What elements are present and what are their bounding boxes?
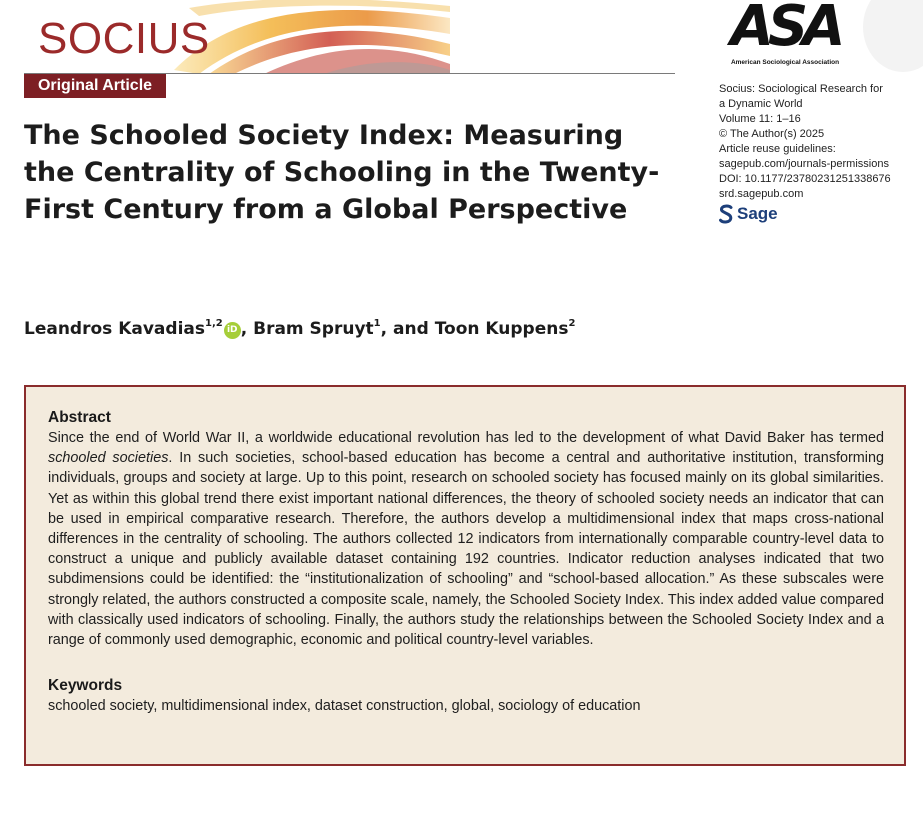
article-title: The Schooled Society Index: Measuring the Centrality of Schooling in the Twenty-First Century from a Global Perspective [24, 120, 660, 225]
author-name[interactable]: Leandros Kavadias [24, 319, 205, 339]
doi-link[interactable]: DOI: 10.1177/23780231251338676 [719, 173, 891, 185]
article-type-label: Original Article [24, 74, 166, 98]
author-separator: , [240, 319, 254, 339]
author-separator: , and [380, 319, 435, 339]
permissions-link[interactable]: sagepub.com/journals-permissions [719, 158, 889, 170]
sage-logo[interactable] [719, 202, 778, 226]
publication-info [719, 82, 909, 202]
author-affiliation: 1 [373, 318, 381, 329]
abstract-text-part: Since the end of World War II, a worldwide educational revolution has led to the development of what David Baker has termed [48, 430, 884, 446]
corner-shadow [863, 0, 923, 72]
journal-site-link[interactable]: srd.sagepub.com [719, 188, 804, 200]
author-name[interactable]: Bram Spruyt [253, 319, 374, 339]
pub-info-line: © The Author(s) 2025 [719, 128, 825, 140]
journal-name: SOCIUS [38, 14, 210, 63]
sage-s-icon [719, 204, 733, 224]
abstract-heading: Abstract [48, 409, 111, 426]
sage-label: Sage [737, 204, 778, 223]
abstract-text-part: . In such societies, school-based education has become a central and authoritative institution, transforming individuals, groups and society at large. Up to this point, research on schooled society has focused mainly on its global similarities. Yet as within this global trend there exist important national differences, the theory of schooled society needs an indicator that can be used in empirical comparative research. Therefore, the authors develop a multidimensional index that maps cross-national differences in the centrality of schooling. The authors collected 12 indicators from internationally comparable country-level data to construct a unique and publicly available dataset containing 192 countries. Indicator reduction analyses indicated that two subdimensions could be identified: the “institutionalization of schooling” and “school-based allocation.” As these subscales were strongly related, the authors constructed a composite scale, namely, the Schooled Society Index. This index added value compared with classically used indicators of schooling. Finally, the authors study the relationships between the Schooled Society Index and a range of commonly used demographic, economic and political country-level variables. [48, 450, 884, 649]
author-affiliation: 1,2 [205, 318, 223, 329]
abstract-emphasis: schooled societies [48, 450, 169, 467]
pub-info-line: Socius: Sociological Research for [719, 83, 883, 95]
author-affiliation: 2 [568, 318, 576, 329]
keywords-text: schooled society, multidimensional index, dataset construction, global, sociology of education [48, 698, 641, 715]
abstract-text [48, 428, 884, 650]
asa-logo-letters: ASA [730, 0, 840, 59]
orcid-icon[interactable]: iD [224, 322, 241, 339]
pub-info-line: Article reuse guidelines: [719, 143, 836, 155]
asa-logo-caption: American Sociological Association [730, 59, 840, 66]
asa-logo [719, 0, 851, 67]
author-list [24, 318, 575, 339]
pub-info-line: a Dynamic World [719, 98, 803, 110]
keywords-heading: Keywords [48, 677, 123, 695]
pub-info-line: Volume 11: 1–16 [719, 113, 801, 125]
journal-banner [24, 0, 450, 74]
abstract-box [24, 385, 906, 766]
author-name[interactable]: Toon Kuppens [434, 319, 569, 339]
